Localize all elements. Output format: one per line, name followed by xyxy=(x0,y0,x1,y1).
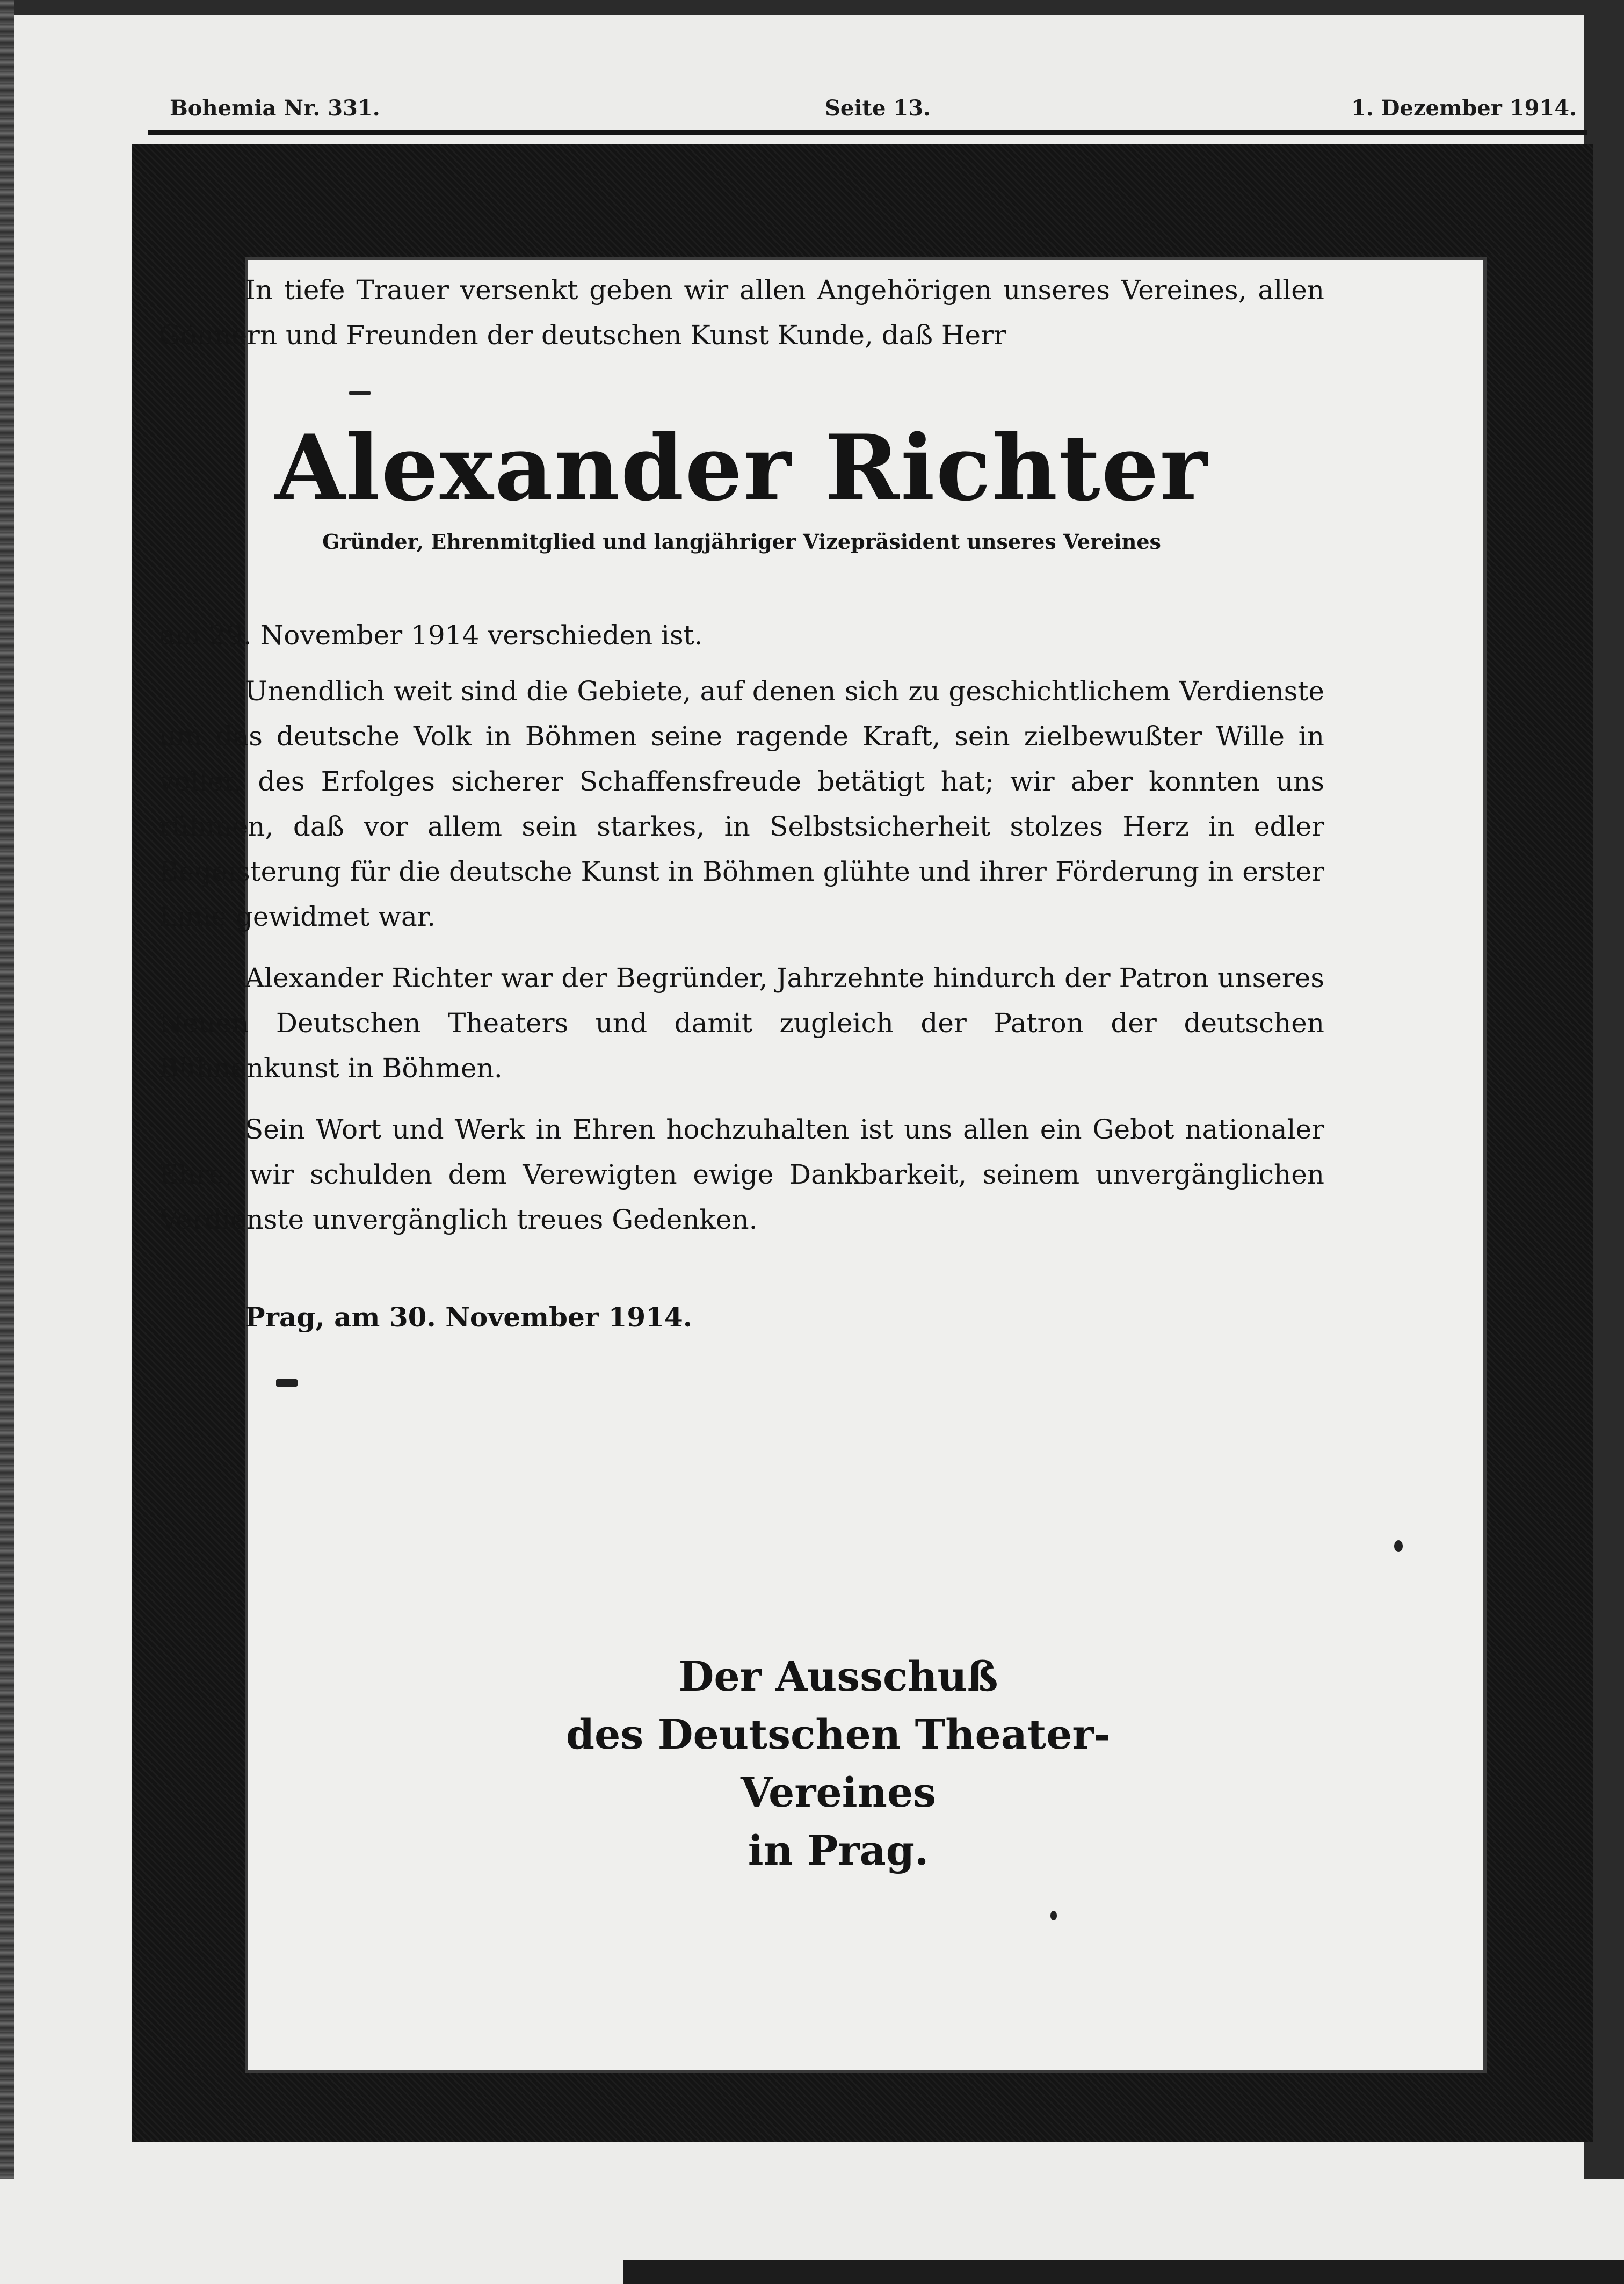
body-paragraph-1: Unendlich weit sind die Gebiete, auf denen sich zu geschichtlichem Verdienste um das deutsche Volk in Böhmen seine ragende Kraft, sein zielbewußter Wille in voller, des Erfolges sicherer Schaffensfreude betätigt hat; wir aber konnten uns rühmen, daß vor allem sein starkes, in Selbstsicherheit stolzes Herz in edler Begeisterung für die deutsche Kunst in Böhmen glühte und ihrer Förderung in erster Linie gewidmet war. xyxy=(159,676,1324,932)
signature-line-2: des Deutschen Theater-Vereines xyxy=(566,1710,1111,1816)
header-issue: Bohemia Nr. 331. xyxy=(170,96,380,121)
newspaper-sheet xyxy=(14,15,1584,2179)
signature-line-1: Der Ausschuß xyxy=(678,1652,998,1700)
header-date: 1. Dezember 1914. xyxy=(1351,96,1577,121)
header-rule xyxy=(148,130,1587,135)
page-header xyxy=(170,96,1577,128)
print-speck xyxy=(1394,1540,1403,1552)
scan-edge-dark xyxy=(623,2260,1624,2284)
place-and-date: Prag, am 30. November 1914. xyxy=(245,1301,693,1333)
deceased-titles: Gründer, Ehrenmitglied und langjähriger Vizepräsident unseres Vereines xyxy=(322,530,1161,554)
header-page-number: Seite 13. xyxy=(825,96,931,121)
print-speck xyxy=(349,391,371,395)
obituary-notice xyxy=(159,267,1324,1333)
intro-paragraph: In tiefe Trauer versenkt geben wir allen Angehörigen unseres Vereines, allen Gönnern und Freunden der deutschen Kunst Kunde, daß Herr xyxy=(159,274,1324,351)
signature-block xyxy=(530,1648,1147,1880)
signature-line-3: in Prag. xyxy=(748,1826,929,1874)
death-date-line: am 29. November 1914 verschieden ist. xyxy=(159,620,703,651)
deceased-name: Alexander Richter xyxy=(274,415,1209,521)
scan-edge-bottom xyxy=(0,2179,1624,2284)
scan-edge-left xyxy=(0,0,14,2284)
body-paragraph-2: Alexander Richter war der Begründer, Jahrzehnte hindurch der Patron unseres Neuen Deutschen Theaters und damit zugleich der Patron der deutschen Bühnenkunst in Böhmen. xyxy=(159,962,1324,1084)
body-paragraph-3: Sein Wort und Werk in Ehren hochzuhalten ist uns allen ein Gebot nationaler Ehre; wir schulden dem Verewigten ewige Dankbarkeit, seinem unvergänglichen Verdienste unvergänglich treues Gedenken. xyxy=(159,1114,1324,1235)
print-speck xyxy=(1050,1911,1057,1920)
print-speck xyxy=(276,1379,298,1387)
